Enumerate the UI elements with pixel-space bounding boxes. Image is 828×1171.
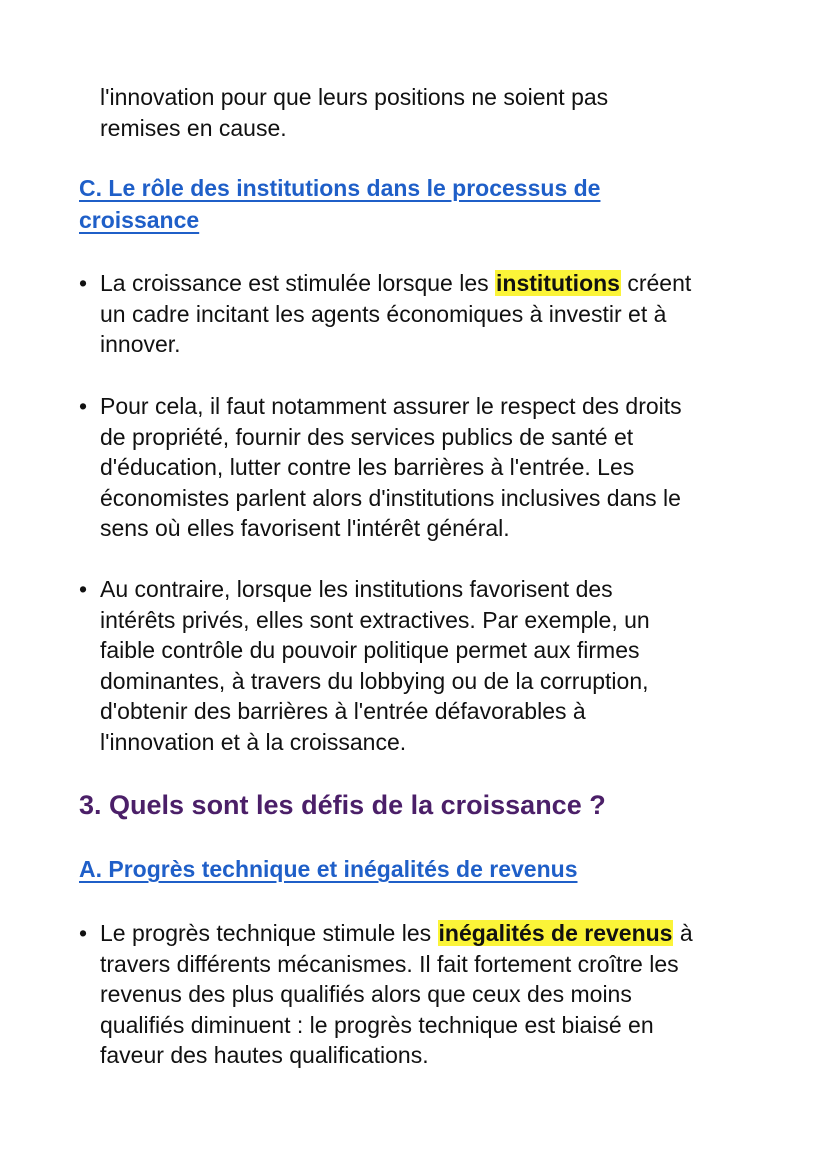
text-line (100, 268, 760, 299)
text-fragment: La croissance est stimulée lorsque les (100, 270, 496, 296)
heading-line: C. Le rôle des institutions dans le processus de (79, 175, 601, 201)
text-line: d'obtenir des barrières à l'entrée défavorables à (100, 698, 586, 724)
bullet-paragraph (100, 268, 760, 360)
text-line: Pour cela, il faut notamment assurer le respect des droits (100, 393, 682, 419)
bullet-paragraph (100, 574, 760, 757)
text-line: faveur des hautes qualifications. (100, 1042, 429, 1068)
text-line: de propriété, fournir des services publics de santé et (100, 423, 634, 450)
bullet-marker: • (79, 393, 88, 419)
bullet-marker: • (79, 920, 88, 946)
section-c-heading (79, 172, 759, 236)
section-3-heading: 3. Quels sont les défis de la croissance ? (79, 790, 606, 820)
text-line: innover. (100, 331, 181, 357)
bullet-marker: • (79, 270, 88, 296)
highlighted-term: institutions (496, 270, 620, 296)
intro-paragraph (100, 82, 760, 143)
text-line: un cadre incitant les agents économiques à investir et à (100, 300, 667, 327)
text-line: intérêts privés, elles sont extractives. Par exemple, un (100, 606, 650, 633)
text-line: d'éducation, lutter contre les barrières à l'entrée. Les (100, 454, 635, 480)
text-line: faible contrôle du pouvoir politique permet aux firmes (100, 637, 640, 663)
text-line: remises en cause. (100, 114, 287, 141)
text-line: sens où elles favorisent l'intérêt général. (100, 515, 510, 541)
bullet-paragraph (100, 918, 760, 1071)
text-line: économistes parlent alors d'institutions inclusives dans le (100, 484, 681, 511)
bullet-marker: • (79, 576, 88, 602)
text-line: qualifiés diminuent : le progrès technique est biaisé en (100, 1011, 654, 1038)
text-fragment: Le progrès technique stimule les (100, 920, 438, 946)
text-line: l'innovation et à la croissance. (100, 728, 407, 755)
text-line: Au contraire, lorsque les institutions favorisent des (100, 576, 613, 602)
text-line: revenus des plus qualifiés alors que ceux des moins (100, 981, 632, 1007)
text-fragment: créent (620, 270, 692, 296)
text-line: travers différents mécanismes. Il fait fortement croître les (100, 950, 679, 977)
highlighted-term: inégalités de revenus (438, 920, 673, 946)
text-fragment: à (673, 920, 693, 946)
text-line (100, 918, 760, 949)
text-line: dominantes, à travers du lobbying ou de la corruption, (100, 667, 649, 694)
text-line: l'innovation pour que leurs positions ne soient pas (100, 84, 609, 110)
bullet-paragraph (100, 391, 760, 544)
heading-line: croissance (79, 207, 200, 233)
section-a-heading: A. Progrès technique et inégalités de revenus (79, 856, 578, 882)
